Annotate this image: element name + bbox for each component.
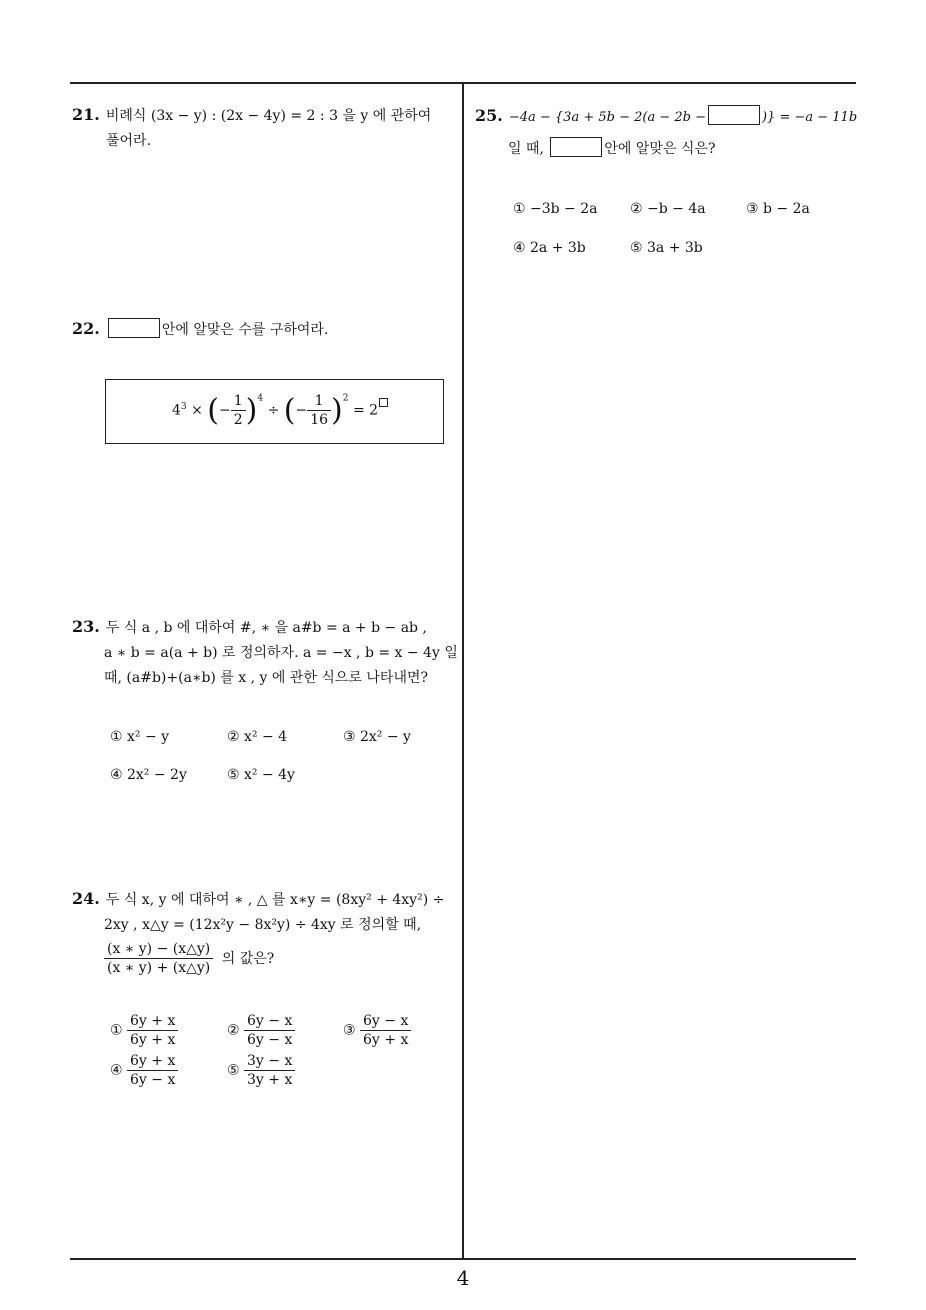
question-text: 안에 알맞은 수를 구하여라.: [161, 322, 329, 338]
expression-box: [105, 379, 444, 444]
choice-fraction: [127, 1012, 178, 1049]
question-24: [72, 886, 462, 938]
denominator: 16: [310, 412, 329, 428]
question-text-line1: 두 식 a , b 에 대하여 #, ∗ 을 a#b = a + b − ab ,: [105, 620, 427, 636]
choice-1[interactable]: [110, 1012, 178, 1049]
minus-sign: −: [295, 402, 308, 419]
choice-fraction: [244, 1052, 295, 1089]
choice-5[interactable]: ⑤ x² − 4y: [227, 767, 295, 783]
question-text-line2: a ∗ b = a(a + b) 로 정의하자. a = −x , b = x − 4y 일: [104, 645, 458, 661]
equals-two: = 2: [352, 402, 379, 419]
question-text-line2: 풀어라.: [106, 133, 152, 149]
numerator: 6y − x: [360, 1012, 411, 1031]
equation-right: )} = −a − 11b: [761, 110, 858, 125]
question-number: 23.: [72, 617, 100, 636]
exponent-4: 4: [257, 393, 264, 404]
choice-3[interactable]: ③ b − 2a: [746, 201, 810, 217]
numerator: 6y + x: [127, 1012, 178, 1031]
choice-5[interactable]: [227, 1052, 295, 1089]
numerator: 6y + x: [127, 1052, 178, 1071]
question-text-line1: 두 식 x, y 에 대하여 ∗ , △ 를 x∗y = (8xy² + 4xy²) ÷: [105, 892, 445, 908]
choice-2[interactable]: ② x² − 4: [227, 729, 288, 745]
choice-3[interactable]: [343, 1012, 411, 1049]
answer-blank-box: [550, 137, 602, 157]
question-text-line2: 2xy , x△y = (12x²y − 8x²y) ÷ 4xy 로 정의할 때,: [104, 917, 422, 933]
choice-4[interactable]: ④ 2x² − 2y: [110, 767, 187, 783]
question-suffix: 의 값은?: [221, 950, 275, 967]
denominator: 6y − x: [247, 1032, 293, 1048]
choice-mark: ⑤: [227, 1062, 240, 1079]
question-22: [72, 316, 457, 343]
expression: [172, 392, 388, 429]
numerator: 6y − x: [244, 1012, 295, 1031]
choice-5[interactable]: ⑤ 3a + 3b: [630, 240, 703, 256]
question-21: [72, 102, 457, 154]
choice-mark: ②: [227, 1022, 240, 1039]
question-number: 22.: [72, 319, 100, 338]
fraction-sixteenth: [307, 392, 331, 429]
choice-fraction: [244, 1012, 295, 1049]
choice-mark: ③: [343, 1022, 356, 1039]
denominator: 3y + x: [247, 1072, 293, 1088]
choice-1[interactable]: ① −3b − 2a: [513, 201, 598, 217]
choice-mark: ①: [110, 1022, 123, 1039]
denominator: 2: [233, 412, 243, 428]
choice-1[interactable]: ① x² − y: [110, 729, 170, 745]
answer-blank-box: [108, 318, 160, 338]
question-number: 25.: [475, 106, 503, 125]
choice-fraction: [360, 1012, 411, 1049]
left-paren: (: [207, 393, 220, 428]
fraction-half: [231, 392, 246, 429]
denominator: 6y + x: [130, 1032, 176, 1048]
denominator: (x ∗ y) + (x△y): [107, 960, 211, 976]
choice-mark: ④: [110, 1062, 123, 1079]
question-text-post: 안에 알맞은 식은?: [604, 141, 716, 157]
column-divider: [462, 82, 464, 1259]
expression-fraction: [104, 940, 213, 977]
answer-blank-box: [708, 105, 760, 125]
exponent-3: 3: [180, 401, 187, 412]
choice-4[interactable]: ④ 2a + 3b: [513, 240, 586, 256]
denominator: 6y + x: [363, 1032, 409, 1048]
question-25-line2: [508, 137, 715, 162]
choice-2[interactable]: [227, 1012, 295, 1049]
equation-left: −4a − {3a + 5b − 2(a − 2b −: [508, 110, 706, 125]
divide-sign: ÷: [267, 402, 280, 419]
choice-2[interactable]: ② −b − 4a: [630, 201, 706, 217]
question-number: 21.: [72, 105, 100, 124]
bottom-rule: [70, 1258, 856, 1260]
minus-sign: −: [219, 402, 231, 419]
choice-fraction: [127, 1052, 178, 1089]
question-text-line1: 비례식 (3x − y) : (2x − 4y) = 2 : 3 을 y 에 관하여: [105, 108, 432, 124]
exponent-blank-box: [379, 398, 388, 407]
base-4: 4: [172, 402, 181, 419]
numerator: 1: [231, 392, 246, 411]
choice-3[interactable]: ③ 2x² − y: [343, 729, 411, 745]
numerator: 3y − x: [244, 1052, 295, 1071]
exponent-2: 2: [342, 393, 349, 404]
left-paren: (: [283, 393, 296, 428]
numerator: 1: [307, 392, 331, 411]
right-paren: ): [331, 393, 343, 428]
page-number: 4: [456, 1266, 470, 1290]
question-text-pre: 일 때,: [508, 141, 544, 157]
question-23: [72, 614, 462, 691]
question-number: 24.: [72, 889, 100, 908]
times-sign: ×: [191, 402, 203, 419]
denominator: 6y − x: [130, 1072, 176, 1088]
right-paren: ): [245, 393, 258, 428]
question-24-fraction: [104, 940, 274, 977]
question-25: [475, 103, 865, 130]
numerator: (x ∗ y) − (x△y): [104, 940, 213, 959]
choice-4[interactable]: [110, 1052, 178, 1089]
question-text-line3: 때, (a#b)+(a∗b) 를 x , y 에 관한 식으로 나타내면?: [104, 670, 428, 686]
